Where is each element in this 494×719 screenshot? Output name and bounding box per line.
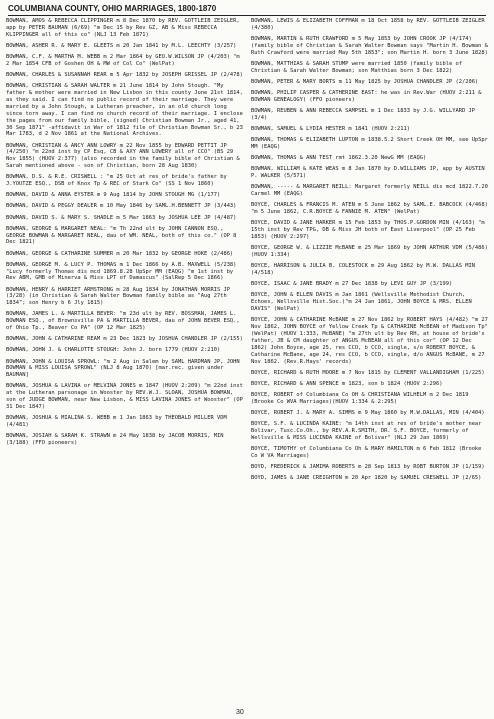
marriage-entry: BOWMAN, DAVID & ANNA EYSTER m 9 Aug 1814 by JOHN STOUGH MG (1/177) (6, 192, 221, 199)
marriage-entry: BOWMAN, GEORGE M. & LUCY P. THOMAS m 1 Dec 1866 by A.B. MAXWELL (5/238) "Lucy formerly Thomas dis mcd 1869.8.28 UpSpr MM (EAQG) "m 1st inst by Rev ABM, GMB of Minerva & Miss LPT of Damascus" (SalRep 5 Dec 1866) (6, 261, 237, 282)
marriage-entry: BOWMAN, CHARLES & SUSANNAH REAR m 5 Apr 1832 by JOSEPH GRISSEL JP (2/478) (6, 72, 243, 78)
marriage-entry: BOYCE, HARRISON & JULIA B. COLESTOCK m 29 Aug 1862 by M.W. DALLAS MIN (4/518) (251, 263, 475, 276)
marriage-entry: BOWMAN, JAMES L. & MARTILLA BEVER: "m 23d ult by REV. BOSSMAN, JAMES L. BOWMAN ESQ., of Brownsville PA & MARTILLA BEVER, dau of JOHN BEVER ESQ., of Ohio Tp., Beaver Co PA" (OP 12 Mar 1825) (6, 311, 240, 332)
marriage-entry: BOYCE, ISAAC & JANE BRADY m 27 Dec 1838 by LEVI GUY JP (3/199) (251, 281, 453, 288)
marriage-entry: BOYD, FREDERICK & JAMIMA ROBERTS m 28 Sep 1813 by ROBT BURTON JP (1/159) (251, 463, 485, 470)
marriage-entry: BOWMAN, MATTHIAS & SARAH STUMP were married 1850 (family bible of Christian & Sarah Walter Bowman; son Matthias born 3 Dec 1822) (251, 60, 462, 74)
page-number: 30 (236, 709, 244, 716)
marriage-entry: BOWMAN, JOSHUA & LAVINA or MELVINA JONES m 1847 (HUOV 2:209) "m 22nd inst at the Lutheran parsonage in Wooster by REV.W.J. SLOAN, JOSHUA BOWMAN, son of JUDGE BOWMAN, near New Lisbon, & MISS LAVINA JONES of Wooster" (OP 31 Dec 1847) (6, 383, 243, 411)
right-column (251, 18, 488, 486)
marriage-entry: BOWMAN, PETER & MARY BORTS m 11 May 1825 by JOSHUA CHANDLER JP (2/206) (251, 78, 479, 85)
marriage-entry: BOWMAN, ----- & MARGARET NEILL: Margaret formerly NEILL dis mcd 1822.7.20 Carmel MM (EAQG) (251, 184, 488, 198)
marriage-entry: BOWMAN, CHRISTIAN & ANCY ANN LOWRY m 22 Nov 1855 by EDWARD PETTIT JP (4/250) "m 22nd inst by CP Esq, CB & AXY ANN LOWERY all of CCO" (BS 29 Nov 1855) (HUOV 2:377) (also recorded in the family bible of Christian & Sarah mentioned above - son of Christian, born 28 Aug 1830) (6, 142, 240, 170)
marriage-entry: BOYCE, JOHN & ELLEN DAVIS m Jan 1861 (Wellsville Methodist Church, Echoes, Wellsville Hist.Soc.)"m 24 Jan 1861, JOHN BOYCE & MRS. ELLEN DAVIS" (WelPat) (251, 292, 472, 312)
marriage-entry: BOWMAN, THOMAS & ELIZABETH LUPTON m 1838.5.2 Short Creek OH MM, see UpSpr MM (EAQG) (251, 137, 488, 150)
page-header: COLUMBIANA COUNTY, OHIO MARRIAGES, 1800-1870 (8, 4, 486, 16)
marriage-entry: BOYCE, RICHARD & ANN SPENCE m 1823, son b 1824 (HUOV 2:296) (251, 380, 443, 387)
marriage-entry: BOWMAN, JOHN J. & CHARLOTTE STOUGH: John J. born 1779 (HUOV 2:210) (6, 347, 221, 354)
marriage-entry: BOWMAN, DAVID S. & MARY S. SHADLE m 5 Mar 1863 by JOSHUA LEE JP (4/487) (6, 214, 237, 221)
marriage-entry: BOYCE, CHARLES & FRANCIS M. ATEN m 5 June 1862 by SAML.E. BABCOCK (4/468) "m 5 June 1862, C.R.BOYCE & FANNIE M. ATEN" (WelPat) (251, 202, 488, 216)
marriage-entry: BOWMAN, WILLIAM & KATE WEAS m 8 Jan 1870 by D.WILLIAMS JP, app by AUSTIN P. WALKER (5/571) (251, 166, 485, 180)
marriage-entry: BOWMAN, PHILIP CASPER & CATHERINE EAST: he was in Rev.War (HUOV 2:211 & BOWMAN GENEALOGY) (FFO pioneers) (251, 90, 482, 103)
marriage-entry: BOWMAN, SAMUEL & LYDIA HESTER m 1841 (HUOV 2:211) (251, 126, 411, 132)
marriage-entry: BOWMAN, D.S. & R.E. CRISWELL : "m 25 Oct at res of bride's father by J.YOUTZE ESQ., DSB of Knox Tp & REC of Stark Co" (SS 1 Nov 1860) (6, 174, 227, 188)
marriage-entry: BOWMAN, HENRY & HARRIET ARMSTRONG m 28 Aug 1834 by JONATHAN MORRIS JP (3/28) (in Christian & Sarah Walter Bowman family bible as "Aug 27th 1834"; son Henry b 6 Jly 1815) (6, 286, 230, 307)
marriage-entry: BOWMAN, JOHN & CATHARINE REAM m 23 Dec 1823 by JOSHUA CHANDLER JP (2/155) (6, 336, 243, 343)
marriage-entry: BOWMAN, GEORGE & CATHARINE SUMMER m 20 Mar 1832 by GEORGE HOKE (2/486) (6, 250, 234, 257)
marriage-entry: BOYCE, DAVID & JANE HARKER m 15 Feb 1853 by THOS.P.GORDON MIN (4/163) "m 15th inst by Rev TPG, DB & Miss JH both of East Liverpool" (OP 25 Feb 1853) (HUOV 2:297) (251, 220, 485, 240)
marriage-entry: BOWMAN, GEORGE & MARGARET NEAL: "m Th 22nd ult by JOHN CANNON ESQ., GEORGE BOWMAN & MARGARET NEAL, dau of WM. NEAL, both of this co." (OP 8 Dec 1821) (6, 225, 237, 246)
marriage-entry: BOWMAN, DAVID & PEGGY DEALER m 10 May 1846 by SAML.H.BENNETT JP (3/443) (6, 203, 237, 210)
marriage-entry: BOYCE, GEORGE W. & LIZZIE McBANE m 25 Mar 1869 by JOHN ARTHUR VDM (5/486) (HUOV 1:334) (251, 245, 488, 258)
left-column (6, 18, 243, 451)
marriage-entry: BOYD, JAMES & JANE CREIGHTON m 20 Apr 1820 by SAMUEL CRESWELL JP (2/65) (251, 474, 482, 481)
marriage-entry: BOWMAN, MARTIN & RUTH CRAWFORD m 5 May 1853 by JOHN CROOK JP (4/174) (family bible of Christian & Sarah Walter Bowman says "Martin H. Bowman & Ruth Crawford were married May 5th 1853"; son Martin H. born 3 June 1828) (251, 36, 488, 56)
marriage-entry: BOYCE, TIMOTHY of Columbiana Co Oh & MARY HAMILTON m 6 Feb 1812 (Brooke Co W VA Marriages) (251, 445, 482, 459)
marriage-entry: BOWMAN, CHRISTIAN & SARAH WALTER m 21 June 1814 by John Stough. "My father & mother were married in New Lisbon in this county June 21st 1814, as they said. I can find no public record of their marriage. They were married by a John Stough, a Lutheran preacher, in an old church long since torn away. I can find no church record of their marriage. I enclose the pages from our family bible, (signed) Christian Bowman Jr., aged 41, 30 Sep 1871" -affidavit in War of 1812 file of Christian Bowman Sr., b 23 Mar 1783, d 2 Nov 1861 at the National Archives. (6, 83, 243, 138)
marriage-entry: BOYCE, ROBERT of Columbiana Co OH & CHRISTIANA WILHELM m 2 Dec 1819 (Brooke Co WVA Marriages)(HUOV 1:334 & 2:295) (251, 391, 469, 405)
marriage-entry: BOYCE, S.F. & LUCINDA KAINE: "m 14th inst at res of bride's mother near Bolivar, Tusc.Co.Oh., by REV.A.R.SMITH, DR. S.F. BOYCE, formerly of Wellsville & MISS LUCINDA KAINE of Bolivar" (NLJ 29 Jan 1869) (251, 420, 482, 441)
marriage-entry: BOWMAN, C.F. & MARTHA M. WEBB m 2 Mar 1864 by GEO.W.WILSON JP (4/203) "m 2 Mar 1854 CFB of Goshen OH & MW of Col Co" (WelPat) (6, 54, 240, 67)
marriage-entry: BOWMAN, JOSHUA & MIALINA S. WEBB m 1 Jan 1863 by THEOBALD MILLER VDM (4/481) (6, 415, 227, 429)
marriage-entry: BOWMAN, THOMAS & ANN TEST rmt 1862.3.20 NewG MM (EAQG) (251, 155, 427, 162)
marriage-entry: BOWMAN, AMOS & REBECCA CLIPPINGER m 8 Dec 1870 by REV. GOTTLEIB ZEIGLER, app by PETER BAUMAN (6/69) "m Dec 15 by Rev GZ, AB & Miss REBECCA KLIPPINGER all of this co" (NLJ 13 Feb 1871) (6, 18, 240, 38)
marriage-entry: BOWMAN, JOSIAH & SARAH K. STRAWN m 24 May 1838 by JACOB MORRIS, MIN (3/188) (FFO pioneers) (6, 433, 224, 447)
marriage-entry: BOYCE, RICHARD & RUTH MOORE m 7 Nov 1815 by CLEMENT VALLANDIGHAM (1/225) (251, 369, 485, 376)
marriage-entry: BOWMAN, LEWIS & ELIZABETH COFFMAN m 18 Oct 1858 by REV. GOTTLEIB ZEIGLER (4/380) (251, 18, 485, 31)
marriage-entry: BOWMAN, REUBEN & ANN REBECCA SAMPSEL m 1 Dec 1833 by J.G. WILLYARD JP (3/4) (251, 108, 475, 121)
marriage-entry: BOYCE, ROBERT J. & MARY A. SIMMS m 9 May 1860 by M.W.DALLAS, MIN (4/404) (251, 409, 485, 416)
marriage-entry: BOWMAN, JOHN & LOUISA SPROWL: "m 2 Aug in Salem by SAML HARDMAN JP, JOHN BOWMAN & MISS LOUISA SPROWL" (NLJ 8 Aug 1870) [mar.rec. given under BAUMAN] (6, 358, 240, 379)
marriage-entry: BOWMAN, ASHER R. & MARY E. GLEETS m 20 Jan 1841 by M.L. LEECHTY (3/257) (6, 42, 237, 49)
marriage-entry: BOYCE, JOHN & CATHARINE McBANE m 27 Nov 1862 by ROBERT HAYS (4/482) "m 27 Nov 1862, JOHN BOYCE of Yellow Creek Tp & CATHARINE McBEAN of Madison Tp" (WelPat) (HUOV 1:333, McBANE) "m 27th ult by Rev RH, at house of bride's father, JB & CM daughter of ANGUS McBEAN all of this cor" (OP 12 Dec 1862) John Boyce, age 25, res CCO, b CCO, single, s/o ROBERT BOYCE, & Catharine McBane, age 24, res CCO, b CCO, single, d/o ANGUS McBANE, m 27 Nov 1862. (Rev.R.Hays' records) (251, 317, 488, 365)
